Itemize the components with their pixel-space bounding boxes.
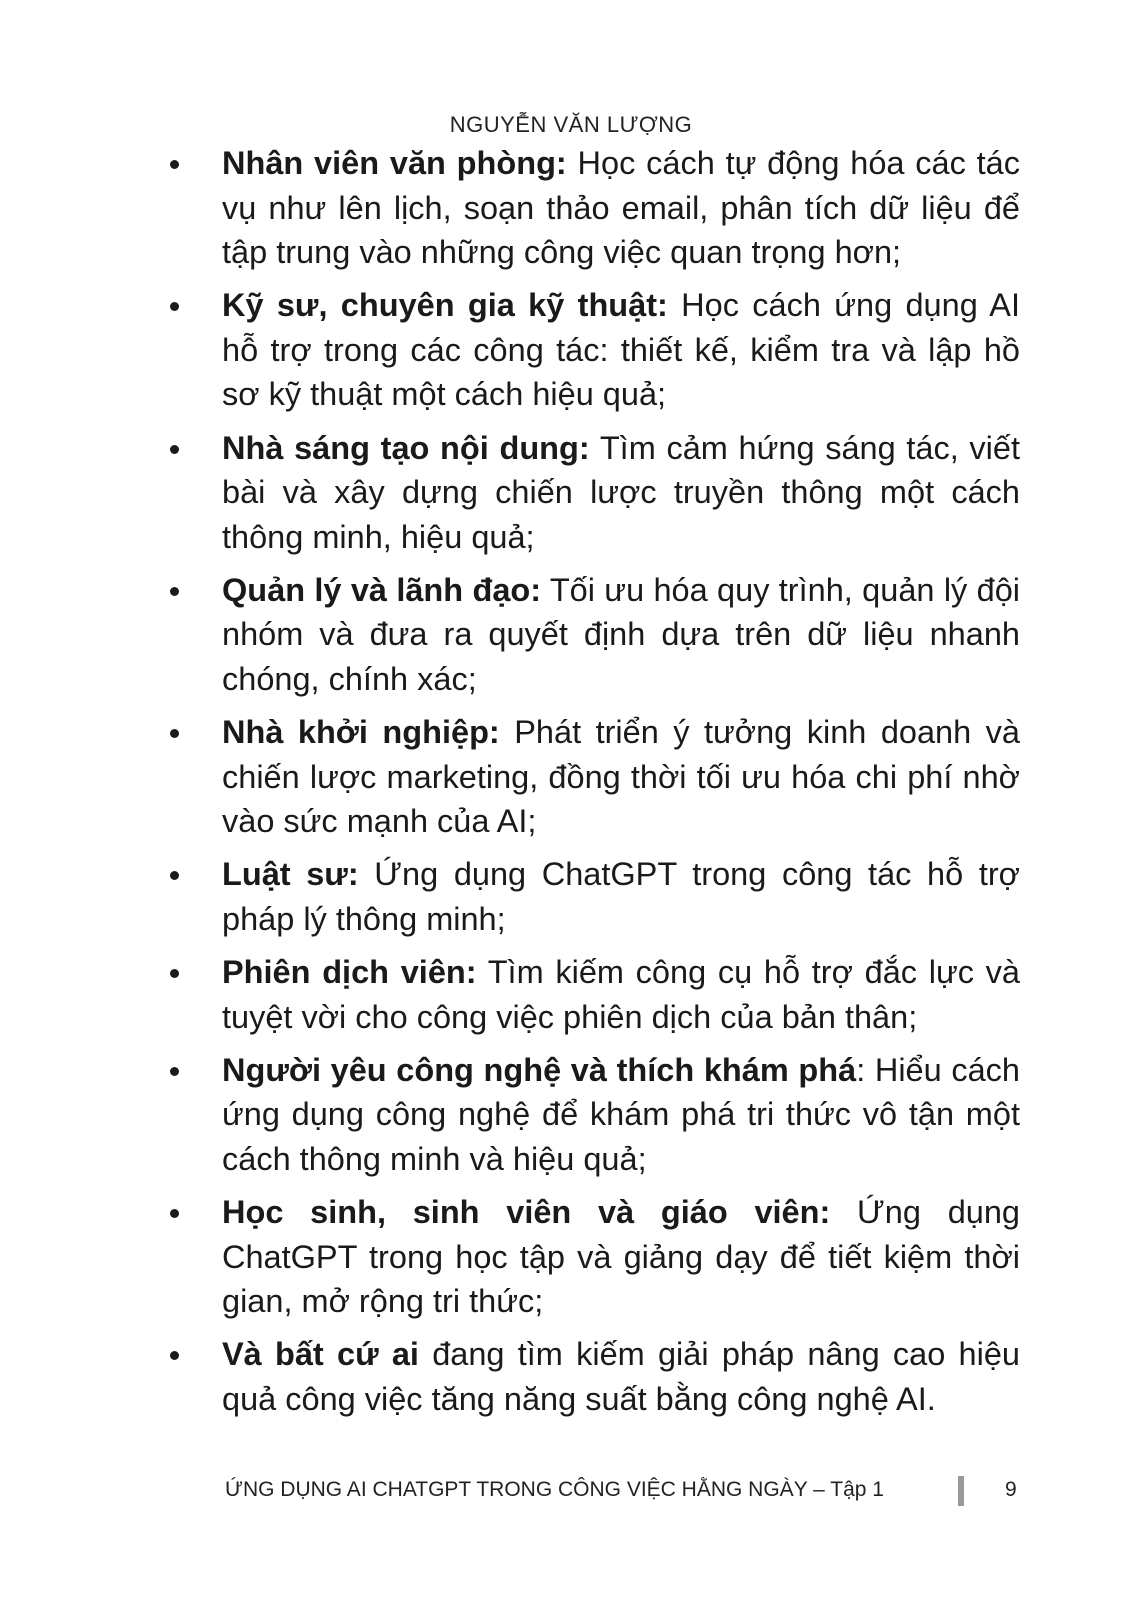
item-text: Tìm kiếm công cụ hỗ trợ đắc lực và tuyệt vời cho công việc phiên dịch của bản thân; — [222, 954, 1020, 1035]
item-term: Kỹ sư, chuyên gia kỹ thuật: — [222, 287, 668, 324]
item-term: Quản lý và lãnh đạo: — [222, 571, 542, 608]
list-item — [160, 283, 1020, 417]
bullet-icon — [170, 160, 179, 169]
item-text: Ứng dụng ChatGPT trong học tập và giảng dạy để tiết kiệm thời gian, mở rộng tri thức; — [222, 1194, 1020, 1320]
list-item — [160, 568, 1020, 702]
list-item — [160, 710, 1020, 844]
item-text: Học cách ứng dụng AI hỗ trợ trong các công tác: thiết kế, kiểm tra và lập hồ sơ kỹ thuật một cách hiệu quả; — [222, 287, 1020, 413]
item-text: Phát triển ý tưởng kinh doanh và chiến lược marketing, đồng thời tối ưu hóa chi phí nhờ vào sức mạnh của AI; — [222, 714, 1021, 840]
page-footer — [0, 1478, 1142, 1508]
item-term: Nhà khởi nghiệp: — [222, 714, 500, 751]
item-term: Người yêu công nghệ và thích khám phá — [222, 1051, 857, 1088]
running-header-author: NGUYỄN VĂN LƯỢNG — [449, 112, 693, 137]
item-term: Luật sư: — [222, 856, 359, 893]
bullet-icon — [170, 445, 179, 454]
item-text: Tối ưu hóa quy trình, quản lý đội nhóm và đưa ra quyết định dựa trên dữ liệu nhanh chóng, chính xác; — [222, 571, 1020, 698]
footer-divider — [958, 1476, 964, 1506]
item-text: Tìm cảm hứng sáng tác, viết bài và xây dựng chiến lược truyền thông một cách thông minh, hiệu quả; — [222, 429, 1021, 555]
bullet-icon — [170, 587, 179, 596]
item-term: Phiên dịch viên: — [222, 954, 477, 991]
list-item — [160, 1332, 1020, 1421]
page-number: 9 — [1005, 1478, 1017, 1501]
list-item — [160, 950, 1020, 1039]
bullet-icon — [170, 1209, 179, 1218]
audience-bullet-list — [160, 141, 1020, 1430]
bullet-icon — [170, 1067, 179, 1076]
item-term: Học sinh, sinh viên và giáo viên: — [222, 1194, 831, 1231]
item-text: : Hiểu cách ứng dụng công nghệ để khám phá tri thức vô tận một cách thông minh và hiệu quả; — [222, 1051, 1020, 1177]
item-text: Học cách tự động hóa các tác vụ như lên lịch, soạn thảo email, phân tích dữ liệu để tập trung vào những công việc quan trọng hơn; — [222, 145, 1020, 271]
list-item — [160, 426, 1020, 560]
footer-book-title: ỨNG DỤNG AI CHATGPT TRONG CÔNG VIỆC HẰNG NGÀY – Tập 1 — [225, 1478, 884, 1501]
bullet-icon — [170, 729, 179, 738]
item-term: Nhân viên văn phòng: — [222, 145, 567, 181]
item-term: Và bất cứ ai — [222, 1336, 419, 1373]
bullet-icon — [170, 871, 179, 880]
item-term: Nhà sáng tạo nội dung: — [222, 429, 590, 466]
list-item — [160, 141, 1020, 275]
bullet-icon — [170, 969, 179, 978]
bullet-icon — [170, 302, 179, 311]
bullet-icon — [170, 1351, 179, 1360]
list-item — [160, 1048, 1020, 1182]
list-item — [160, 1190, 1020, 1324]
list-item — [160, 852, 1020, 941]
item-text: Ứng dụng ChatGPT trong công tác hỗ trợ pháp lý thông minh; — [222, 856, 1020, 937]
item-text: đang tìm kiếm giải pháp nâng cao hiệu quả công việc tăng năng suất bằng công nghệ AI. — [222, 1336, 1020, 1417]
